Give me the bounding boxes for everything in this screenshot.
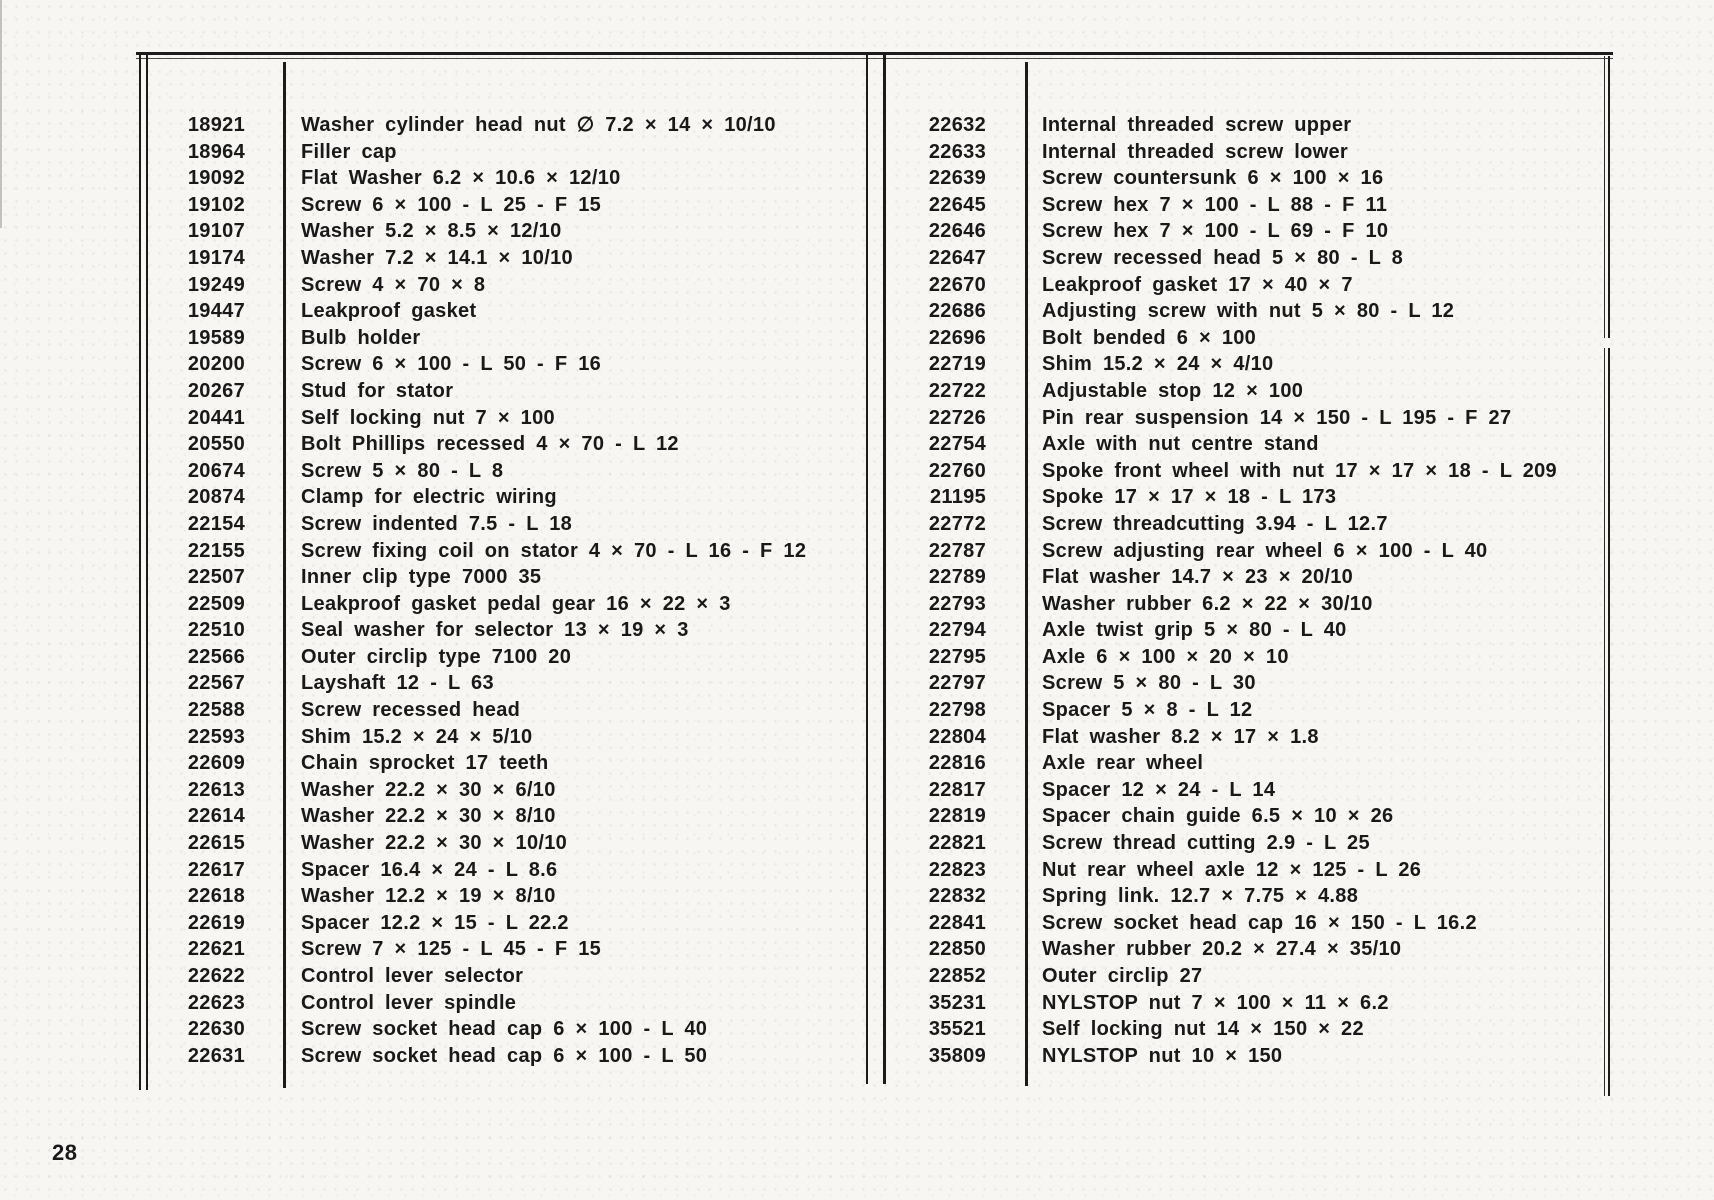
part-number-cell: 22507: [187, 566, 245, 589]
part-number-cell: 22509: [187, 592, 245, 615]
part-number-cell: 20267: [187, 379, 245, 402]
part-number-cell: 21195: [929, 486, 986, 509]
table-row: [884, 591, 1608, 618]
table-border-top: [136, 52, 1613, 55]
part-description-cell: Washer 22.2 × 30 × 8/10: [301, 805, 556, 828]
table-row: [884, 670, 1608, 697]
part-number-cell: 22719: [928, 353, 986, 376]
table-row: [884, 139, 1608, 166]
part-number-cell: 22841: [928, 911, 986, 934]
part-description-cell: Outer circlip type 7100 20: [301, 645, 572, 668]
part-number-cell: 22686: [928, 300, 986, 323]
table-row: [884, 538, 1608, 565]
table-row: [0, 830, 866, 857]
part-description-cell: Screw 4 × 70 × 8: [301, 273, 486, 296]
part-number-cell: 22618: [187, 885, 245, 908]
part-number-cell: 22622: [187, 965, 245, 987]
part-description-cell: Spacer 5 × 8 - L 12: [1042, 699, 1253, 722]
parts-column-left: [0, 112, 866, 1069]
table-row: [884, 750, 1608, 777]
table-row: [884, 431, 1608, 458]
part-number-cell: 22615: [187, 832, 245, 855]
part-description-cell: Flat washer 14.7 × 23 × 20/10: [1042, 566, 1354, 589]
part-description-cell: Inner clip type 7000 35: [301, 566, 542, 589]
table-row: [0, 298, 866, 325]
table-row: [0, 112, 866, 139]
part-number-cell: 22647: [928, 246, 986, 269]
table-row: [0, 484, 866, 511]
table-row: [0, 351, 866, 378]
part-number-cell: 22754: [928, 433, 986, 456]
parts-column-right: [884, 112, 1608, 1069]
part-number-cell: 20441: [187, 406, 245, 429]
table-row: [884, 325, 1608, 352]
part-description-cell: Screw hex 7 × 100 - L 69 - F 10: [1042, 220, 1389, 243]
table-row: [0, 272, 866, 299]
part-number-cell: 19589: [187, 326, 245, 349]
table-row: [884, 484, 1608, 511]
table-row: [0, 803, 866, 830]
part-description-cell: Screw socket head cap 16 × 150 - L 16.2: [1042, 911, 1477, 934]
page-number: 28: [52, 1140, 78, 1165]
part-number-cell: 20550: [187, 433, 245, 456]
part-description-cell: Pin rear suspension 14 × 150 - L 195 - F 27: [1042, 406, 1512, 429]
part-number-cell: 19107: [187, 220, 245, 243]
part-description-cell: Washer 22.2 × 30 × 6/10: [301, 778, 556, 801]
part-description-cell: Self locking nut 14 × 150 × 22: [1042, 1018, 1364, 1041]
part-number-cell: 22593: [187, 725, 245, 748]
part-description-cell: Self locking nut 7 × 100: [301, 406, 555, 429]
table-row: [0, 431, 866, 458]
part-description-cell: Spacer chain guide 6.5 × 10 × 26: [1042, 805, 1394, 828]
part-number-cell: 22789: [928, 566, 986, 589]
part-number-cell: 22797: [928, 672, 986, 695]
table-row: [884, 697, 1608, 724]
part-number-cell: 22760: [928, 459, 986, 482]
table-row: [0, 883, 866, 910]
part-number-cell: 22798: [928, 699, 986, 722]
part-number-cell: 19249: [187, 273, 245, 296]
table-row: [884, 272, 1608, 299]
part-description-cell: Screw threadcutting 3.94 - L 12.7: [1042, 512, 1388, 535]
table-border-top-echo: [136, 58, 1613, 59]
table-row: [884, 830, 1608, 857]
part-description-cell: Axle rear wheel: [1042, 752, 1204, 775]
table-row: [0, 963, 866, 990]
part-number-cell: 22772: [928, 512, 986, 535]
part-description-cell: Adjustable stop 12 × 100: [1042, 379, 1304, 402]
part-description-cell: Control lever selector: [301, 965, 524, 987]
part-description-cell: Spoke front wheel with nut 17 × 17 × 18 - L 209: [1042, 459, 1557, 482]
parts-rows-right: [884, 112, 1608, 1069]
part-description-cell: Spacer 16.4 × 24 - L 8.6: [301, 858, 558, 881]
table-row: [884, 803, 1608, 830]
table-row: [0, 990, 866, 1017]
part-description-cell: Outer circlip 27: [1042, 965, 1203, 987]
table-border-right-lower-b: [1608, 348, 1610, 1096]
part-description-cell: Chain sprocket 17 teeth: [301, 752, 549, 775]
part-number-cell: 22588: [187, 699, 245, 722]
table-row: [884, 724, 1608, 751]
part-description-cell: Bulb holder: [301, 326, 421, 349]
part-description-cell: Nut rear wheel axle 12 × 125 - L 26: [1042, 858, 1422, 881]
part-description-cell: Spoke 17 × 17 × 18 - L 173: [1042, 486, 1337, 509]
part-number-cell: 35231: [928, 991, 986, 1014]
part-number-cell: 22510: [187, 619, 245, 642]
part-number-cell: 22819: [928, 805, 986, 828]
part-number-cell: 35809: [928, 1044, 986, 1067]
table-row: [884, 963, 1608, 990]
table-row: [0, 910, 866, 937]
part-description-cell: Leakproof gasket pedal gear 16 × 22 × 3: [301, 592, 731, 615]
table-row: [0, 458, 866, 485]
table-row: [0, 1043, 866, 1070]
part-number-cell: 22614: [187, 805, 245, 828]
part-description-cell: Screw recessed head 5 × 80 - L 8: [1042, 246, 1404, 269]
part-number-cell: 22154: [187, 512, 245, 535]
table-row: [884, 617, 1608, 644]
part-number-cell: 22817: [928, 778, 986, 801]
part-number-cell: 22630: [187, 1018, 245, 1041]
part-number-cell: 19092: [187, 167, 245, 190]
part-description-cell: Shim 15.2 × 24 × 4/10: [1042, 353, 1274, 376]
part-number-cell: 19174: [187, 246, 245, 269]
table-row: [0, 405, 866, 432]
part-description-cell: Screw indented 7.5 - L 18: [301, 512, 573, 535]
part-description-cell: Screw 5 × 80 - L 8: [301, 459, 504, 482]
table-row: [884, 165, 1608, 192]
part-number-cell: 19102: [187, 193, 245, 216]
part-number-cell: 22793: [928, 592, 986, 615]
table-row: [884, 458, 1608, 485]
part-number-cell: 22823: [928, 858, 986, 881]
part-number-cell: 22566: [187, 645, 245, 668]
part-number-cell: 22617: [187, 858, 245, 881]
part-description-cell: Axle twist grip 5 × 80 - L 40: [1042, 619, 1347, 642]
part-description-cell: Washer 5.2 × 8.5 × 12/10: [301, 220, 562, 243]
part-description-cell: Washer 22.2 × 30 × 10/10: [301, 832, 568, 855]
table-row: [0, 192, 866, 219]
part-number-cell: 22621: [187, 938, 245, 961]
part-number-cell: 22639: [928, 167, 986, 190]
part-description-cell: Screw countersunk 6 × 100 × 16: [1042, 167, 1384, 190]
part-number-cell: 22722: [928, 379, 986, 402]
part-description-cell: Axle 6 × 100 × 20 × 10: [1042, 645, 1289, 668]
table-row: [0, 936, 866, 963]
table-row: [0, 511, 866, 538]
table-row: [884, 1016, 1608, 1043]
table-row: [0, 564, 866, 591]
part-number-cell: 22821: [928, 832, 986, 855]
table-row: [0, 245, 866, 272]
table-row: [884, 910, 1608, 937]
table-row: [884, 644, 1608, 671]
part-description-cell: Washer rubber 20.2 × 27.4 × 35/10: [1042, 938, 1402, 961]
table-border-right-upper-b: [1608, 56, 1610, 338]
part-description-cell: Internal threaded screw upper: [1042, 114, 1352, 136]
table-row: [0, 670, 866, 697]
table-row: [0, 724, 866, 751]
table-row: [884, 857, 1608, 884]
part-description-cell: Leakproof gasket 17 × 40 × 7: [1042, 273, 1353, 296]
part-description-cell: Stud for stator: [301, 379, 454, 402]
part-number-cell: 20674: [187, 459, 245, 482]
parts-rows-left: [0, 112, 866, 1069]
part-number-cell: 22852: [928, 965, 986, 987]
table-row: [884, 112, 1608, 139]
table-row: [0, 750, 866, 777]
part-description-cell: Spring link. 12.7 × 7.75 × 4.88: [1042, 885, 1359, 908]
part-number-cell: 22567: [187, 672, 245, 695]
table-row: [0, 218, 866, 245]
table-row: [0, 538, 866, 565]
table-row: [884, 351, 1608, 378]
part-description-cell: Adjusting screw with nut 5 × 80 - L 12: [1042, 300, 1455, 323]
part-description-cell: Flat Washer 6.2 × 10.6 × 12/10: [301, 167, 621, 190]
part-description-cell: Bolt Phillips recessed 4 × 70 - L 12: [301, 433, 679, 456]
part-description-cell: Washer rubber 6.2 × 22 × 30/10: [1042, 592, 1373, 615]
part-number-cell: 22633: [928, 140, 986, 163]
part-number-cell: 22632: [928, 114, 986, 136]
part-description-cell: Screw adjusting rear wheel 6 × 100 - L 40: [1042, 539, 1488, 562]
table-row: [0, 378, 866, 405]
part-number-cell: 22832: [928, 885, 986, 908]
part-description-cell: Screw fixing coil on stator 4 × 70 - L 16 - F 12: [301, 539, 807, 562]
part-number-cell: 22794: [928, 619, 986, 642]
center-border-outer: [866, 52, 868, 1084]
part-description-cell: Screw 7 × 125 - L 45 - F 15: [301, 938, 602, 961]
part-number-cell: 22795: [928, 645, 986, 668]
part-number-cell: 22646: [928, 220, 986, 243]
table-row: [0, 857, 866, 884]
table-row: [884, 990, 1608, 1017]
part-description-cell: Screw 6 × 100 - L 50 - F 16: [301, 353, 602, 376]
part-description-cell: NYLSTOP nut 7 × 100 × 11 × 6.2: [1042, 991, 1389, 1014]
part-number-cell: 22696: [928, 326, 986, 349]
part-description-cell: Screw socket head cap 6 × 100 - L 40: [301, 1018, 708, 1041]
part-description-cell: Screw 6 × 100 - L 25 - F 15: [301, 193, 602, 216]
part-number-cell: 22804: [928, 725, 986, 748]
part-description-cell: NYLSTOP nut 10 × 150: [1042, 1044, 1283, 1067]
part-number-cell: 18921: [187, 114, 245, 136]
part-description-cell: Flat washer 8.2 × 17 × 1.8: [1042, 725, 1319, 748]
part-number-cell: 35521: [928, 1018, 986, 1041]
table-row: [0, 591, 866, 618]
part-number-cell: 22670: [928, 273, 986, 296]
table-row: [0, 617, 866, 644]
table-row: [0, 165, 866, 192]
part-description-cell: Filler cap: [301, 140, 397, 163]
table-row: [884, 777, 1608, 804]
table-row: [884, 298, 1608, 325]
table-row: [0, 325, 866, 352]
part-description-cell: Screw recessed head: [301, 699, 521, 722]
part-number-cell: 22623: [187, 991, 245, 1014]
table-row: [884, 564, 1608, 591]
part-number-cell: 20874: [187, 486, 245, 509]
part-description-cell: Seal washer for selector 13 × 19 × 3: [301, 619, 689, 642]
table-row: [0, 777, 866, 804]
table-row: [884, 936, 1608, 963]
part-description-cell: Control lever spindle: [301, 991, 517, 1014]
part-description-cell: Screw 5 × 80 - L 30: [1042, 672, 1256, 695]
part-number-cell: 22619: [187, 911, 245, 934]
table-row: [0, 697, 866, 724]
table-row: [884, 883, 1608, 910]
part-number-cell: 22155: [187, 539, 245, 562]
part-number-cell: 18964: [187, 140, 245, 163]
part-description-cell: Shim 15.2 × 24 × 5/10: [301, 725, 533, 748]
part-description-cell: Layshaft 12 - L 63: [301, 672, 494, 695]
table-row: [884, 245, 1608, 272]
part-description-cell: Clamp for electric wiring: [301, 486, 557, 509]
part-number-cell: 20200: [187, 353, 245, 376]
part-number-cell: 22609: [187, 752, 245, 775]
table-row: [884, 1043, 1608, 1070]
table-row: [0, 644, 866, 671]
part-description-cell: Spacer 12 × 24 - L 14: [1042, 778, 1276, 801]
table-row: [884, 378, 1608, 405]
table-row: [884, 511, 1608, 538]
part-description-cell: Axle with nut centre stand: [1042, 433, 1319, 456]
part-description-cell: Washer 12.2 × 19 × 8/10: [301, 885, 556, 908]
part-number-cell: 22613: [187, 778, 245, 801]
part-description-cell: Screw hex 7 × 100 - L 88 - F 11: [1042, 193, 1388, 216]
part-description-cell: Internal threaded screw lower: [1042, 140, 1349, 163]
part-description-cell: Spacer 12.2 × 15 - L 22.2: [301, 911, 569, 934]
part-number-cell: 19447: [187, 300, 245, 323]
part-number-cell: 22850: [928, 938, 986, 961]
part-description-cell: Washer cylinder head nut ∅ 7.2 × 14 × 10/10: [301, 114, 776, 136]
part-number-cell: 22645: [928, 193, 986, 216]
part-number-cell: 22631: [187, 1044, 245, 1067]
part-description-cell: Screw socket head cap 6 × 100 - L 50: [301, 1044, 708, 1067]
part-description-cell: Leakproof gasket: [301, 300, 477, 323]
part-number-cell: 22787: [928, 539, 986, 562]
part-description-cell: Washer 7.2 × 14.1 × 10/10: [301, 246, 573, 269]
table-row: [0, 139, 866, 166]
part-description-cell: Bolt bended 6 × 100: [1042, 326, 1257, 349]
part-description-cell: Screw thread cutting 2.9 - L 25: [1042, 832, 1370, 855]
table-row: [884, 405, 1608, 432]
part-number-cell: 22726: [928, 406, 986, 429]
part-number-cell: 22816: [928, 752, 986, 775]
table-row: [884, 192, 1608, 219]
table-row: [0, 1016, 866, 1043]
table-row: [884, 218, 1608, 245]
